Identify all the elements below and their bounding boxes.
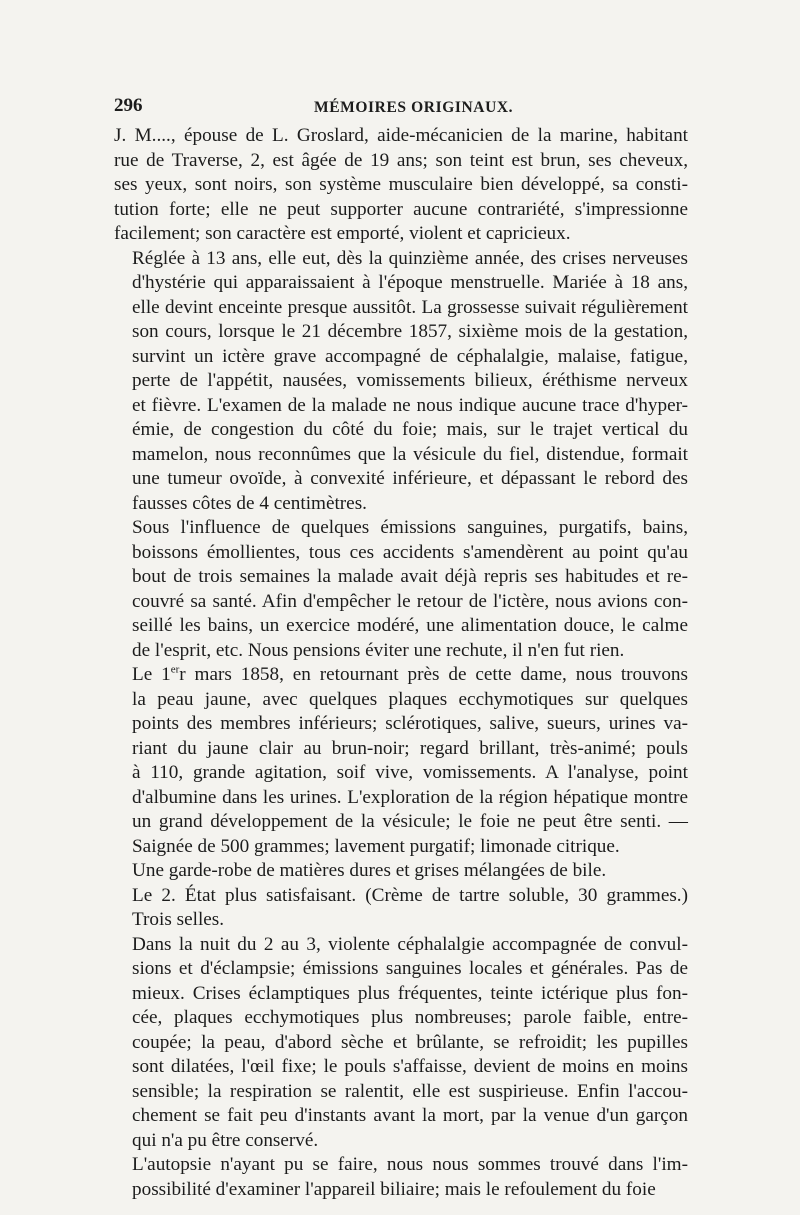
text-line: survint un ictère grave accompagné de céphalalgie, malaise, fatigue, — [132, 345, 688, 367]
text-line: Le 1err mars 1858, en retournant près de cette dame, nous trouvons — [132, 663, 688, 685]
text-line: perte de l'appétit, nausées, vomissements bilieux, éréthisme nerveux — [132, 370, 688, 391]
paragraph — [114, 663, 688, 859]
text-line: d'albumine dans les urines. L'exploration de la région hépatique montre — [132, 786, 688, 808]
text-line: couvré sa santé. Afin d'empêcher le retour de l'ictère, nous avions con- — [132, 590, 688, 612]
text-line: un grand développement de la vésicule; le foie ne peut être senti. — — [132, 811, 688, 832]
text-line: émie, de congestion du côté du foie; mais, sur le trajet vertical du — [132, 419, 688, 440]
text-line: Trois selles. — [132, 909, 225, 930]
text-line: la peau jaune, avec quelques plaques ecchymotiques sur quelques — [132, 688, 688, 710]
text-line: Dans la nuit du 2 au 3, violente céphalalgie accompagnée de convul- — [132, 933, 688, 955]
text-line: J. M...., épouse de L. Groslard, aide-mécanicien de la marine, habitant — [114, 125, 688, 146]
text-line: qui n'a pu être conservé. — [132, 1129, 319, 1151]
text-line: facilement; son caractère est emporté, violent et capricieux. — [114, 223, 571, 244]
page-header — [114, 94, 688, 120]
text-line: de l'esprit, etc. Nous pensions éviter une rechute, il n'en fut rien. — [132, 639, 625, 661]
text-line: une tumeur ovoïde, à convexité inférieure, et dépassant le rebord des — [132, 468, 688, 489]
paragraph — [114, 516, 688, 663]
text-line: Sous l'influence de quelques émissions sanguines, purgatifs, bains, — [132, 517, 688, 538]
text-line: coupée; la peau, d'abord sèche et brûlante, se refroidit; les pupilles — [132, 1031, 688, 1053]
text-line: elle devint enceinte presque aussitôt. La grossesse suivait régulièrement — [132, 296, 688, 318]
text-line: possibilité d'examiner l'appareil biliaire; mais le refoulement du foie — [132, 1178, 656, 1200]
paragraph — [114, 1153, 688, 1202]
text-line: chement se fait peu d'instants avant la mort, par la venue d'un garçon — [132, 1105, 688, 1126]
text-line: Le 2. État plus satisfaisant. (Crème de tartre soluble, 30 grammes.) — [132, 884, 688, 906]
text-line: et fièvre. L'examen de la malade ne nous indique aucune trace d'hyper- — [132, 394, 688, 416]
paragraph — [114, 933, 688, 1154]
page-number: 296 — [114, 95, 143, 116]
text-line: mieux. Crises éclamptiques plus fréquentes, teinte ictérique plus fon- — [132, 982, 688, 1004]
text-line: bout de trois semaines la malade avait déjà repris ses habitudes et re- — [132, 566, 688, 587]
text-line: ses yeux, sont noirs, son système musculaire bien développé, sa consti- — [114, 174, 688, 195]
text-line: sions et d'éclampsie; émissions sanguines locales et générales. Pas de — [132, 958, 688, 979]
paragraph — [114, 884, 688, 933]
text-line: seillé les bains, un exercice modéré, une alimentation douce, le calme — [132, 615, 688, 636]
text-line: L'autopsie n'ayant pu se faire, nous nous sommes trouvé dans l'im- — [132, 1154, 688, 1175]
text-line: d'hystérie qui apparaissaient à l'époque menstruelle. Mariée à 18 ans, — [132, 272, 688, 293]
text-line: fausses côtes de 4 centimètres. — [132, 492, 367, 514]
text-line: à 110, grande agitation, soif vive, vomissements. A l'analyse, point — [132, 762, 688, 783]
text-line: points des membres inférieurs; sclérotiques, salive, sueurs, urines va- — [132, 713, 688, 734]
body-text — [114, 124, 688, 1202]
text-line: sont dilatées, l'œil fixe; le pouls s'affaisse, devient de moins en moins — [132, 1056, 688, 1077]
text-line: cée, plaques ecchymotiques plus nombreuses; parole faible, entre- — [132, 1007, 688, 1028]
text-line: mamelon, nous reconnûmes que la vésicule du fiel, distendue, formait — [132, 443, 688, 465]
text-line: riant du jaune clair au brun-noir; regard brillant, très-animé; pouls — [132, 737, 688, 759]
text-line: tution forte; elle ne peut supporter aucune contrariété, s'impressionne — [114, 198, 688, 220]
paragraph — [114, 247, 688, 517]
text-line: sensible; la respiration se ralentit, elle est suspirieuse. Enfin l'accou- — [132, 1080, 688, 1102]
text-line: Saignée de 500 grammes; lavement purgatif; limonade citrique. — [132, 835, 620, 857]
text-line: Réglée à 13 ans, elle eut, dès la quinzième année, des crises nerveuses — [132, 247, 688, 269]
text-line: Une garde-robe de matières dures et grises mélangées de bile. — [132, 860, 607, 881]
text-line: son cours, lorsque le 21 décembre 1857, sixième mois de la gestation, — [132, 321, 688, 342]
paragraph — [114, 859, 688, 884]
running-head: MÉMOIRES ORIGINAUX. — [314, 99, 514, 116]
paragraph — [114, 124, 688, 247]
document-page — [114, 94, 688, 1202]
text-line: boissons émollientes, tous ces accidents s'amendèrent au point qu'au — [132, 541, 688, 563]
text-line: rue de Traverse, 2, est âgée de 19 ans; son teint est brun, ses cheveux, — [114, 149, 688, 171]
